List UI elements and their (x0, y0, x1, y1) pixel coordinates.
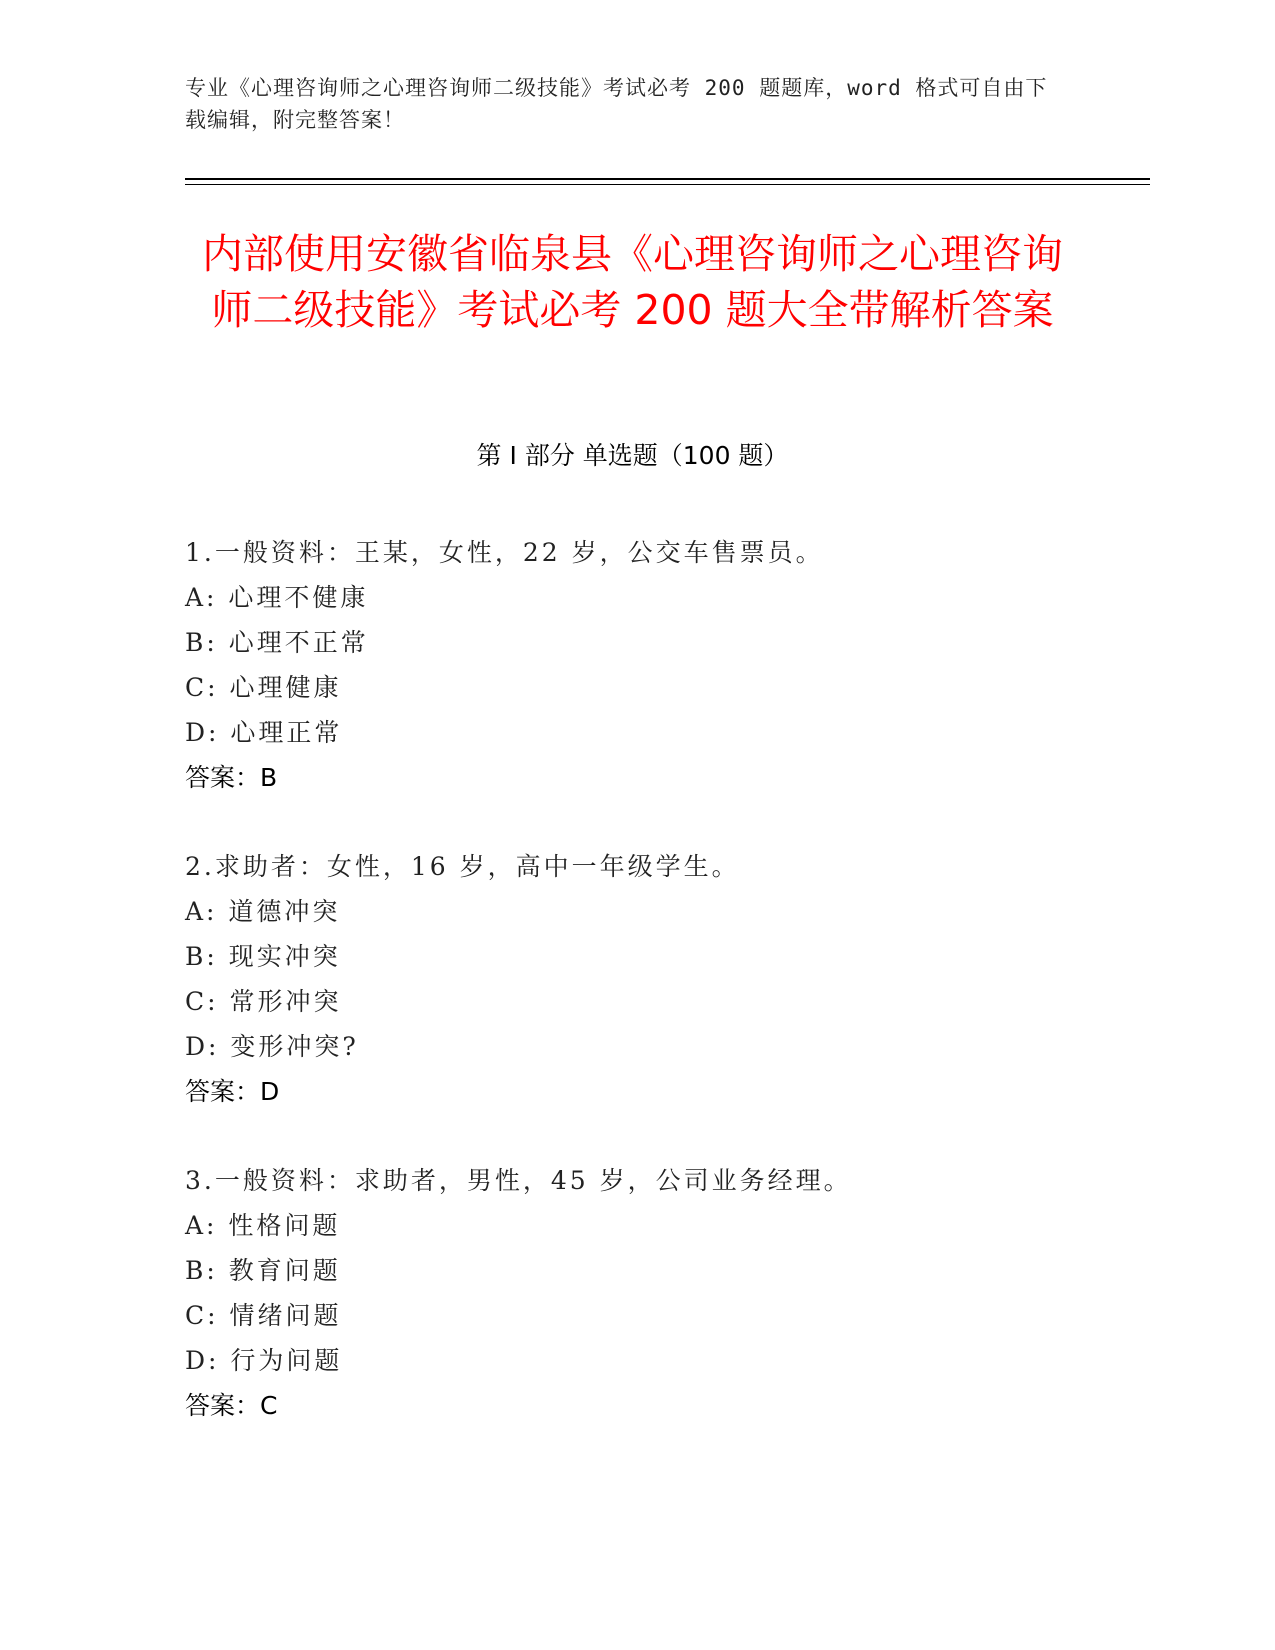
option-d: D: 行为问题 (185, 1346, 343, 1375)
question-1 (185, 530, 1085, 800)
header-rule-thick (185, 178, 1150, 180)
answer: 答案：D (185, 1077, 280, 1106)
option-a: A: 心理不健康 (185, 583, 369, 612)
option-c: C: 情绪问题 (185, 1301, 342, 1330)
question-2 (185, 844, 1085, 1114)
question-stem: 1.一般资料：王某，女性，22 岁，公交车售票员。 (185, 538, 824, 567)
question-list (185, 530, 1085, 1472)
question-stem: 3.一般资料：求助者，男性，45 岁，公司业务经理。 (185, 1166, 852, 1195)
option-d: D: 变形冲突? (185, 1032, 359, 1061)
option-c: C: 常形冲突 (185, 987, 342, 1016)
document-title: 内部使用安徽省临泉县《心理咨询师之心理咨询师二级技能》考试必考 200 题大全带解析答案 (202, 230, 1063, 334)
option-c: C: 心理健康 (185, 673, 342, 702)
option-a: A: 道德冲突 (185, 897, 341, 926)
answer: 答案：C (185, 1391, 278, 1420)
option-b: B: 教育问题 (185, 1256, 341, 1285)
question-3 (185, 1158, 1085, 1428)
option-d: D: 心理正常 (185, 718, 343, 747)
section-heading: 第 I 部分 单选题（100 题） (476, 441, 789, 470)
option-a: A: 性格问题 (185, 1211, 341, 1240)
question-stem: 2.求助者：女性，16 岁，高中一年级学生。 (185, 852, 740, 881)
option-b: B: 心理不正常 (185, 628, 369, 657)
option-b: B: 现实冲突 (185, 942, 341, 971)
header-rule-thin (185, 184, 1150, 185)
answer: 答案：B (185, 763, 278, 792)
header-note: 专业《心理咨询师之心理咨询师二级技能》考试必考 200 题题库，word 格式可自由下载编辑，附完整答案！ (185, 76, 1048, 132)
